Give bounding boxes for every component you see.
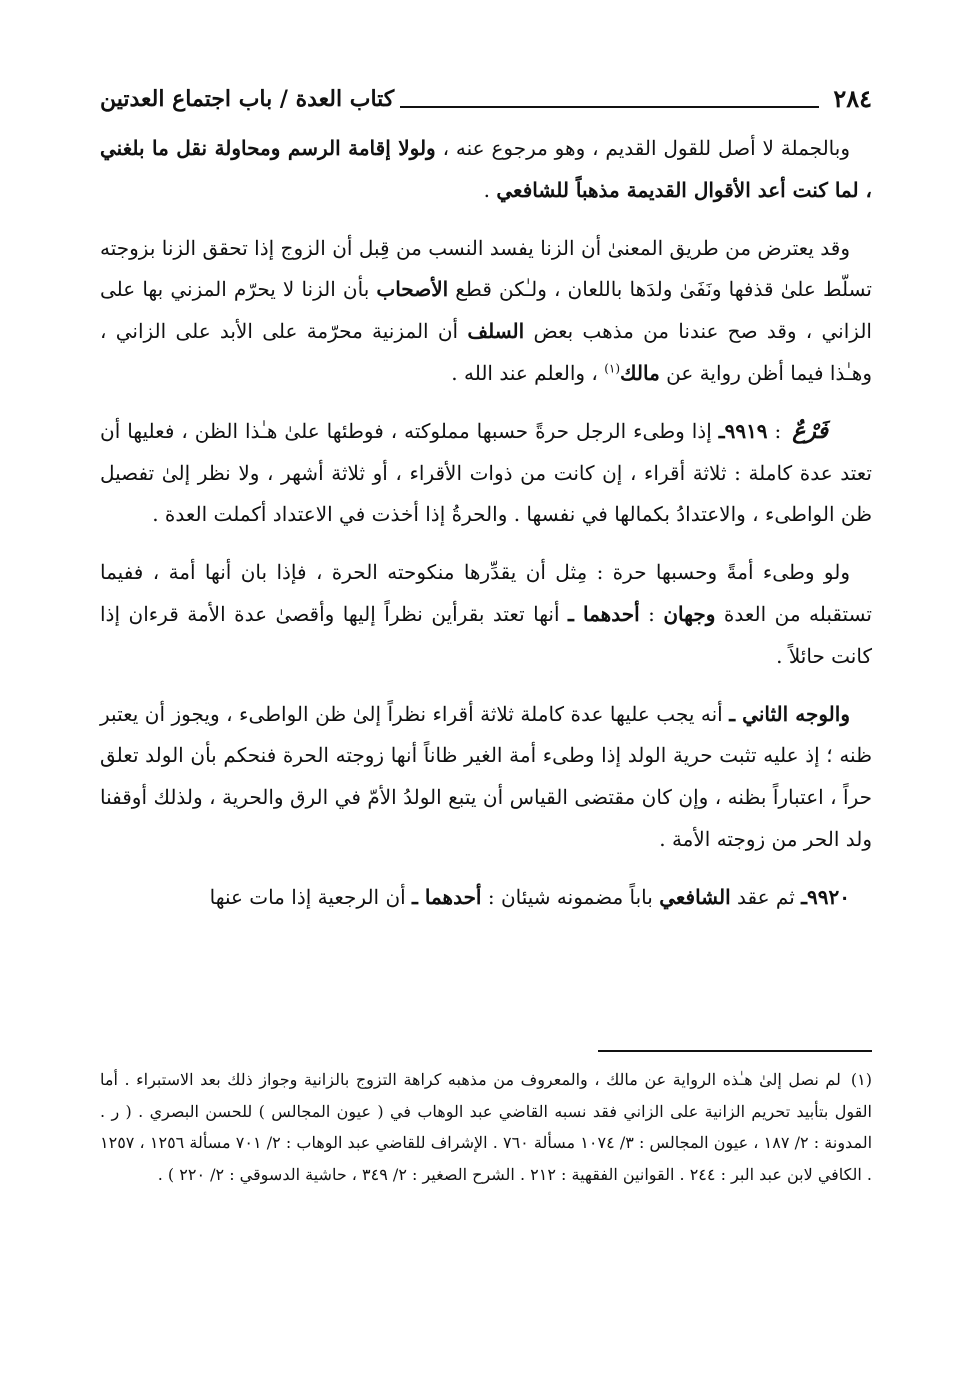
text-run: إذا وطىء الرجل حرةً حسبها مملوكته ، فوطئها علىٰ هـٰذا الظن ، فعليها أن تعتد عدة كاملة : ثلاثة أقراء ، إن كانت من ذوات الأقراء ، أو ثلاثة أشهر ، ولا نظر إلىٰ تفصيل ظن الواطىء ، والاعتدادُ بكمالها في نفسها . والحرةُ إذا أخذت في الاعتداد أكملت العدة . (100, 418, 872, 527)
running-header (100, 76, 872, 116)
footnote-marker: (١) (850, 1070, 872, 1089)
header-rule (400, 84, 819, 108)
paragraph-5 (100, 694, 872, 861)
text-run: ثم عقد (730, 884, 802, 909)
paragraph-6 (100, 877, 872, 919)
text-run: أن المزنية محرّمة على الأبد على الزاني ، وهـٰذا فيما أظن رواية عن (100, 319, 872, 385)
page-number: ٢٨٤ (833, 84, 872, 113)
bold-run: أحدهما ـ (568, 601, 640, 626)
bold-run: الشافعي (659, 884, 731, 909)
header-title: كتاب العدة / باب اجتماع العدتين (100, 86, 395, 112)
bold-run: والوجه الثاني ـ (729, 701, 850, 726)
paragraph-1 (100, 128, 872, 212)
section-number: ٩٩١٩ـ (718, 418, 768, 443)
section-number: ٩٩٢٠ـ (801, 884, 850, 909)
section-marker-far: فَرْعٌ (792, 417, 829, 444)
paragraph-4 (100, 552, 872, 677)
text-run: . (483, 177, 497, 202)
footnote-text: لم نصل إلىٰ هـٰذه الرواية عن مالك ، والمعروف من مذهبه كراهة التزوج بالزانية وجواز ذلك بعد الاستبراء . أما القول بتأبيد تحريم الزانية على الزاني فقد نسبه القاضي عبد الوهاب في ( عيون المجالس ) للحسن البصري . ( ر . المدونة : ٢/ ١٨٧ ، عيون المجالس : ٣/ ١٠٧٤ مسألة ٧٦٠ . الإشراف للقاضي عبد الوهاب : ٢/ ٧٠١ مسألة ١٢٥٦ ، ١٢٥٧ . الكافي لابن عبد البر : ٢٤٤ . القوانين الفقهية : ٢١٢ . الشرح الصغير : ٢/ ٣٤٩ ، حاشية الدسوقي : ٢/ ٢٢٠ ) . (100, 1070, 873, 1184)
text-run: : (639, 601, 664, 626)
footnote-separator (598, 1050, 872, 1052)
bold-run: مالك (620, 360, 660, 385)
paragraph-3 (100, 411, 872, 536)
text-run: ، والعلم عند الله . (451, 360, 605, 385)
paragraph-2 (100, 228, 872, 395)
text-run: بأن الزنا لا يحرّم المزني بها على الزاني ، وقد صح عندنا من مذهب بعض (100, 277, 872, 344)
text-run: باباً مضمونه شيئان : (481, 884, 660, 909)
footnote-reference[interactable]: (١) (604, 361, 621, 376)
text-run: وبالجملة لا أصل للقول القديم ، وهو مرجوع عنه ، (435, 136, 850, 160)
bold-run: أحدهما ـ (412, 884, 482, 909)
bold-run: وجهان (663, 601, 716, 626)
text-run: ولو وطىء أمةً وحسبها حرة : مِثل أن يقدِّرها منكوحته الحرة ، فإذا بان أنها أمة ، ففيما تستقبله من العدة (100, 560, 872, 626)
text-run: وقد يعترض من طريق المعنىٰ أن الزنا يفسد النسب من قِبل أن الزوج إذا تحقق الزنا بزوجته تسلّط علىٰ قذفها ونَفَىٰ ولدَها باللعان ، ولـٰكن قطع (100, 235, 872, 302)
text-run: أن الرجعية إذا مات عنها (209, 884, 413, 909)
footnote (100, 1064, 872, 1190)
bold-run: الأصحاب (376, 277, 449, 302)
bold-run: السلف (467, 319, 525, 344)
main-text (100, 128, 872, 931)
bold-run: ولولا إقامة الرسم ومحاولة نقل ما بلغني ، لما كنت أعد الأقوال القديمة مذهباً للشافعي (100, 136, 872, 202)
text-run: : (767, 418, 789, 443)
text-run: أنها تعتد بقرأين نظراً إليها وأقصىٰ عدة الأمة قرءان إذا كانت حائلاً . (100, 601, 872, 668)
text-run: أنه يجب عليها عدة كاملة ثلاثة أقراء نظراً إلىٰ ظن الواطىء ، ويجوز أن يعتبر ظنه ؛ إذ عليه تثبت حرية الولد إذا وطىء أمة الغير ظاناً أنها زوجته الحرة فنحكم بأن الولد تعلق حراً ، اعتباراً بظنه ، وإن كان مقتضى القياس أن يتبع الولدُ الأمّ في الرق والحرية ، ولذلك أوقفنا ولد الحر من زوجته الأمة . (100, 701, 873, 851)
